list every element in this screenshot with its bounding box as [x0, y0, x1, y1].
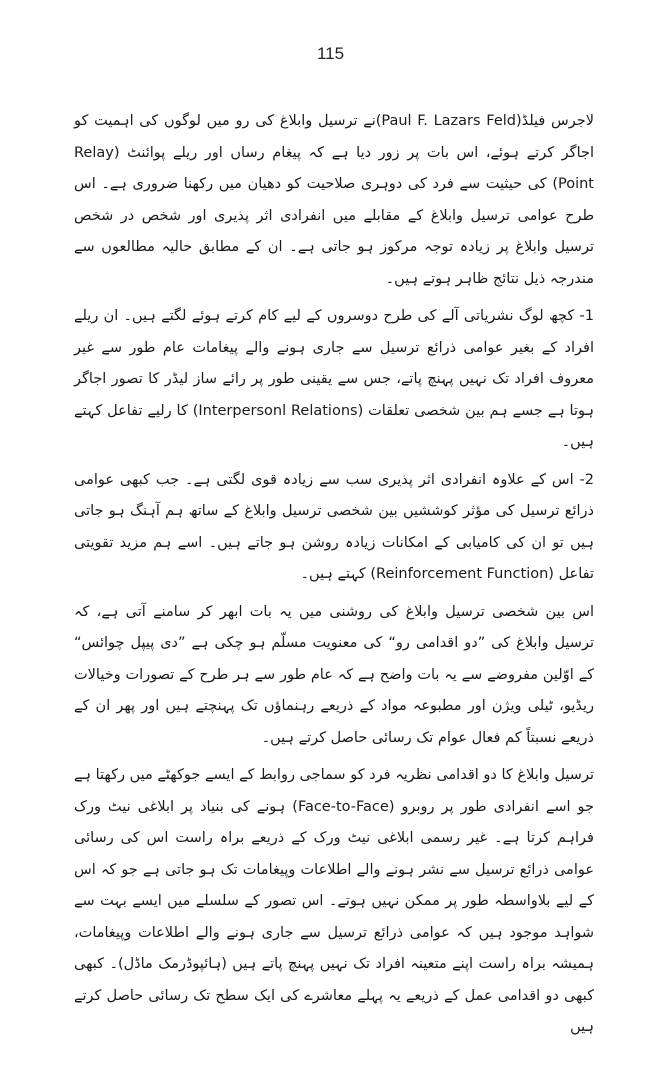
paragraph-point-1: 1- کچھ لوگ نشریاتی آلے کی طرح دوسروں کے لیے کام کرتے ہوئے لگتے ہیں۔ ان ریلے افراد کے بغیر عوامی ذرائع ترسیل سے جاری ہونے والے پیغامات عام طور سے غیر معروف افراد تک نہیں پہنچ پاتے، جس سے یقینی طور پر رائے ساز لیڈر کا تصور اجاگر ہوتا ہے جسے ہم بین شخصی تعلقات (Interpersonl Relations) کا رلیے تفاعل کہتے ہیں۔ [74, 308, 594, 450]
paragraph-two-step-theory: ترسیل وابلاغ کا دو اقدامی نظریہ فرد کو سماجی روابط کے ایسے جوکھٹے میں رکھتا ہے جو اسے انفرادی طور پر روبرو (Face-to-Face) ہونے کی بنیاد پر ابلاغی نیٹ ورک فراہم کرتا ہے۔ غیر رسمی ابلاغی نیٹ ورک کے ذریعے براہ راست اس کی رسائی عوامی ذرائع ترسیل سے نشر ہونے والے اطلاعات وپیغامات تک ہو جاتی ہے جو کہ اس کے لیے بلاواسطہ طور پر ممکن نہیں ہوتے۔ اس تصور کے سلسلے میں ایسے بہت سے شواہد موجود ہیں کہ عوامی ذرائع ترسیل سے جاری ہونے والے اطلاعات وپیغامات، ہمیشہ براہ راست اپنے متعینہ افراد تک نہیں پہنچ پاتے ہیں (ہائپوڈرمک ماڈل)۔ کبھی کبھی دو اقدامی عمل کے ذریعے یہ پہلے معاشرے کی ایک سطح تک رسائی حاصل کرتے ہیں [74, 767, 594, 1035]
page-number: 115 [316, 44, 345, 63]
paragraph-two-step-flow: اس بین شخصی ترسیل وابلاغ کی روشنی میں یہ بات ابھر کر سامنے آتی ہے، کہ ترسیل وابلاغ کی ”دو اقدامی رو“ کی معنویت مسلّم ہو چکی ہے ”دی پیپل چوائس“ کے اوّلین مفروضے سے یہ بات واضح ہے کہ عام طور سے ہر طرح کے تصورات وخیالات ریڈیو، ٹیلی ویژن اور مطبوعہ مواد کے ذریعے رہنماؤں تک پہنچتے ہیں اور پھر ان کے ذریعے نسبتاً کم فعال عوام تک رسائی حاصل کرتے ہیں۔ [74, 603, 594, 746]
page-body [74, 106, 594, 1044]
paragraph-lazarsfeld-intro: لاجرس فیلڈ(Paul F. Lazars Feld)نے ترسیل وابلاغ کی رو میں لوگوں کی اہمیت کو اجاگر کرتے ہوئے، اس بات پر زور دیا ہے کہ پیغام رساں اور ریلے پوائنٹ (Relay Point) کی حیثیت سے فرد کی دوہری صلاحیت کو دھیان میں رکھنا ضروری ہے۔ اس طرح عوامی ترسیل وابلاغ کے مقابلے میں انفرادی اثر پذیری اور شخص در شخص ترسیل وابلاغ پر زیادہ توجہ مرکوز ہو جاتی ہے۔ ان کے مطابق حالیہ مطالعوں سے مندرجہ ذیل نتائج ظاہر ہوتے ہیں۔ [74, 113, 594, 287]
paragraph-point-2: 2- اس کے علاوہ انفرادی اثر پذیری سب سے زیادہ قوی لگتی ہے۔ جب کبھی عوامی ذرائع ترسیل کی مؤثر کوششیں بین شخصی ترسیل وابلاغ کے ساتھ ہم آہنگ ہو جاتی ہیں تو ان کی کامیابی کے امکانات زیادہ روشن ہو جاتے ہیں۔ اسے ہم مزید تقویتی تفاعل (Reinforcement Function) کہتے ہیں۔ [74, 471, 594, 582]
